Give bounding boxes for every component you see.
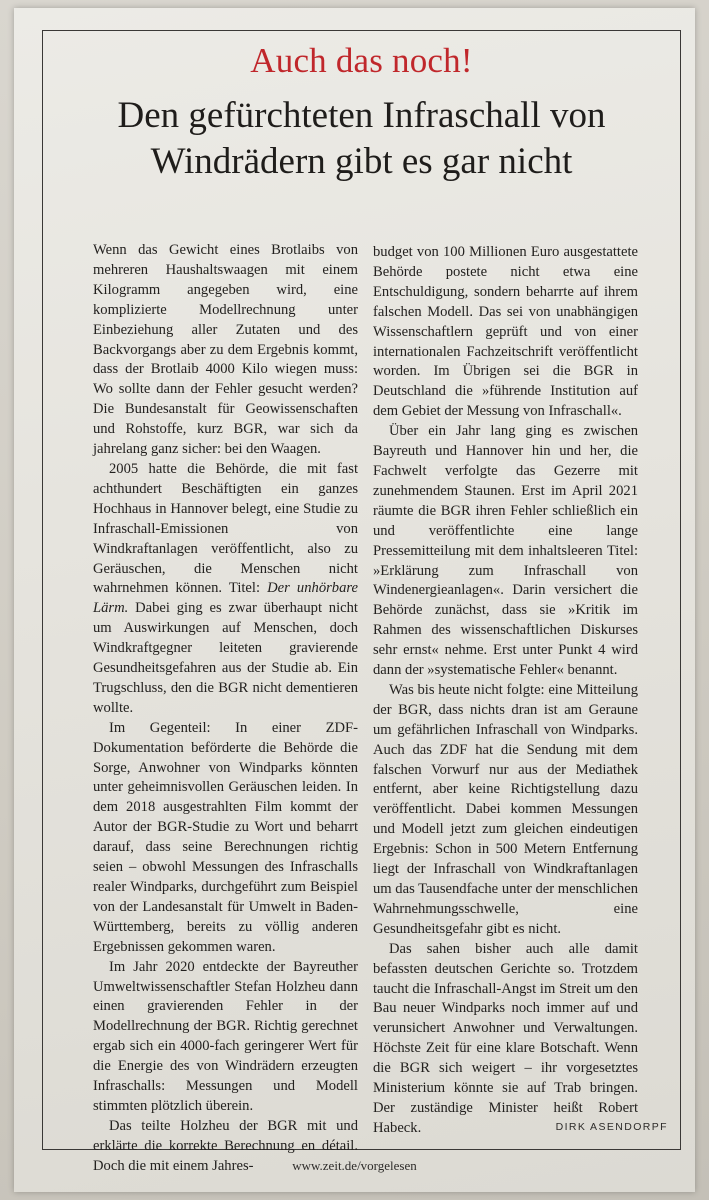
article-headline (43, 93, 680, 185)
headline-line-2: Windrädern gibt es gar nicht (150, 141, 573, 182)
paragraph-8: Was bis heute nicht folgte: eine Mitteilung der BGR, dass nichts dran ist am Geraune um gefährlichen Infraschall von Windparks. Auch das ZDF hat die Sendung mit dem falschen Vorwurf nur aus der Mediathek entfernt, aber keine Richtigstellung dazu veröffentlicht. Dabei kommen Messungen und Modell jetzt zum gleichen eindeutigen Ergebnis: Schon in 500 Metern Entfernung liegt der Infraschall von Windkraftanlagen um das Tausendfache unter der menschlichen Wahrnehmungsschwelle, eine Gesundheitsgefahr gibt es nicht. (373, 681, 638, 937)
paragraph-7: Über ein Jahr lang ging es zwischen Bayreuth und Hannover hin und her, die Fachwelt verfolgte das Gezerre mit zunehmendem Staunen. Erst im April 2021 räumte die BGR ihren Fehler schließlich ein und veröffentlichte eine lange Pressemitteilung mit dem inhaltsleeren Titel: »Erklärung zum Infraschall von Windenergieanlagen«. Darin versichert die Behörde zunächst, dass sie »Kritik im Rahmen des wissenschaftlichen Diskurses sehr ernst« nehme. Erst unter Punkt 4 wird dann der »systematische Fehler« benannt. (373, 423, 638, 679)
article-column-left (93, 241, 358, 1177)
paragraph-9: Das sahen bisher auch alle damit befassten deutschen Gerichte so. Trotzdem taucht die Infraschall-Angst im Streit um den Bau neuer Windparks noch immer auf und verunsichert Anwohner und Verwaltungen. Höchste Zeit für eine klare Botschaft. Wenn die BGR sich weigert – ihr vorgesetztes Ministerium könnte sie auf Trab bringen. Der zuständige Minister heißt Robert Habeck. (373, 940, 638, 1136)
headline-line-1: Den gefürchteten Infraschall von (117, 95, 606, 136)
paragraph-2 (93, 460, 358, 719)
paragraph-2-text-b: Dabei ging es zwar überhaupt nicht um Auswirkungen auf Menschen, doch Windkraftgegner leiteten gravierende Gesundheitsgefahren aus der Studie ab. Ein Trugschluss, den die BGR nicht dementieren wollte. (93, 600, 358, 716)
paragraph-1: Wenn das Gewicht eines Brotlaibs von mehreren Haushaltswaagen mit einem Kilogramm angegeben wird, eine komplizierte Modellrechnung unter Einbeziehung aller Zutaten und des Backvorgangs aber zu dem Ergebnis kommt, dass der Brotlaib 4000 Kilo wiegen muss: Wo sollte dann der Fehler gesucht werden? Die Bundesanstalt für Geowissenschaften und Rohstoffe, kurz BGR, war sich da jahrelang ganz sicher: bei den Waagen. (93, 242, 358, 458)
article-column-right (373, 243, 638, 1139)
paragraph-2-text-a: 2005 hatte die Behörde, die mit fast achthundert Beschäftigten ein ganzes Hochhaus in Hannover belegt, eine Studie zu Infraschall-Emissionen von Windkraftanlagen veröffentlicht, also zu Geräuschen, die Menschen nicht wahrnehmen können. Titel: (93, 460, 358, 597)
footer-link[interactable]: www.zeit.de/vorgelesen (292, 1158, 417, 1173)
newspaper-page (14, 8, 695, 1192)
paragraph-3: Im Gegenteil: In einer ZDF-Dokumentation beförderte die Behörde die Sorge, Anwohner von Windparks könnten unter geheimnisvollen Geräuschen leiden. In dem 2018 ausgestrahlten Film kommt der Autor der BGR-Studie zu Wort und beharrt darauf, dass seine Berechnungen richtig seien – obwohl Messungen des Infraschalls realer Windparks, durchgeführt zum Beispiel von der Landesanstalt für Umwelt in Baden-Württemberg, bereits zu völlig anderen Ergebnissen gekommen waren. (93, 719, 358, 955)
paragraph-6: budget von 100 Millionen Euro ausgestattete Behörde postete nicht etwa eine Entschuldigung, sondern beharrte auf ihrem falschen Modell. Das sei von unabhängigen Wissenschaftlern geprüft und von einer internationalen Fachzeitschrift veröffentlicht worden. Im Übrigen sei die BGR in Deutschland die »führende Institution auf dem Gebiet der Messung von Infraschall«. (373, 244, 638, 420)
paragraph-5: Das teilte Holzheu der BGR mit und erklärte die korrekte Berechnung en détail. Doch die mit einem Jahres- (93, 1117, 358, 1174)
paragraph-4: Im Jahr 2020 entdeckte der Bayreuther Umweltwissenschaftler Stefan Holzheu dann einen gravierenden Fehler in der Modellrechnung der BGR. Richtig gerechnet ergab sich ein 4000-fach geringerer Wert für die Energie des von Windrädern erzeugten Infraschalls: Messungen und Modell stimmten plötzlich überein. (93, 958, 358, 1114)
study-title: Der unhörbare Lärm. (93, 580, 358, 617)
author-byline: DIRK ASENDORPF (555, 1121, 668, 1133)
article-kicker: Auch das noch! (250, 41, 473, 80)
